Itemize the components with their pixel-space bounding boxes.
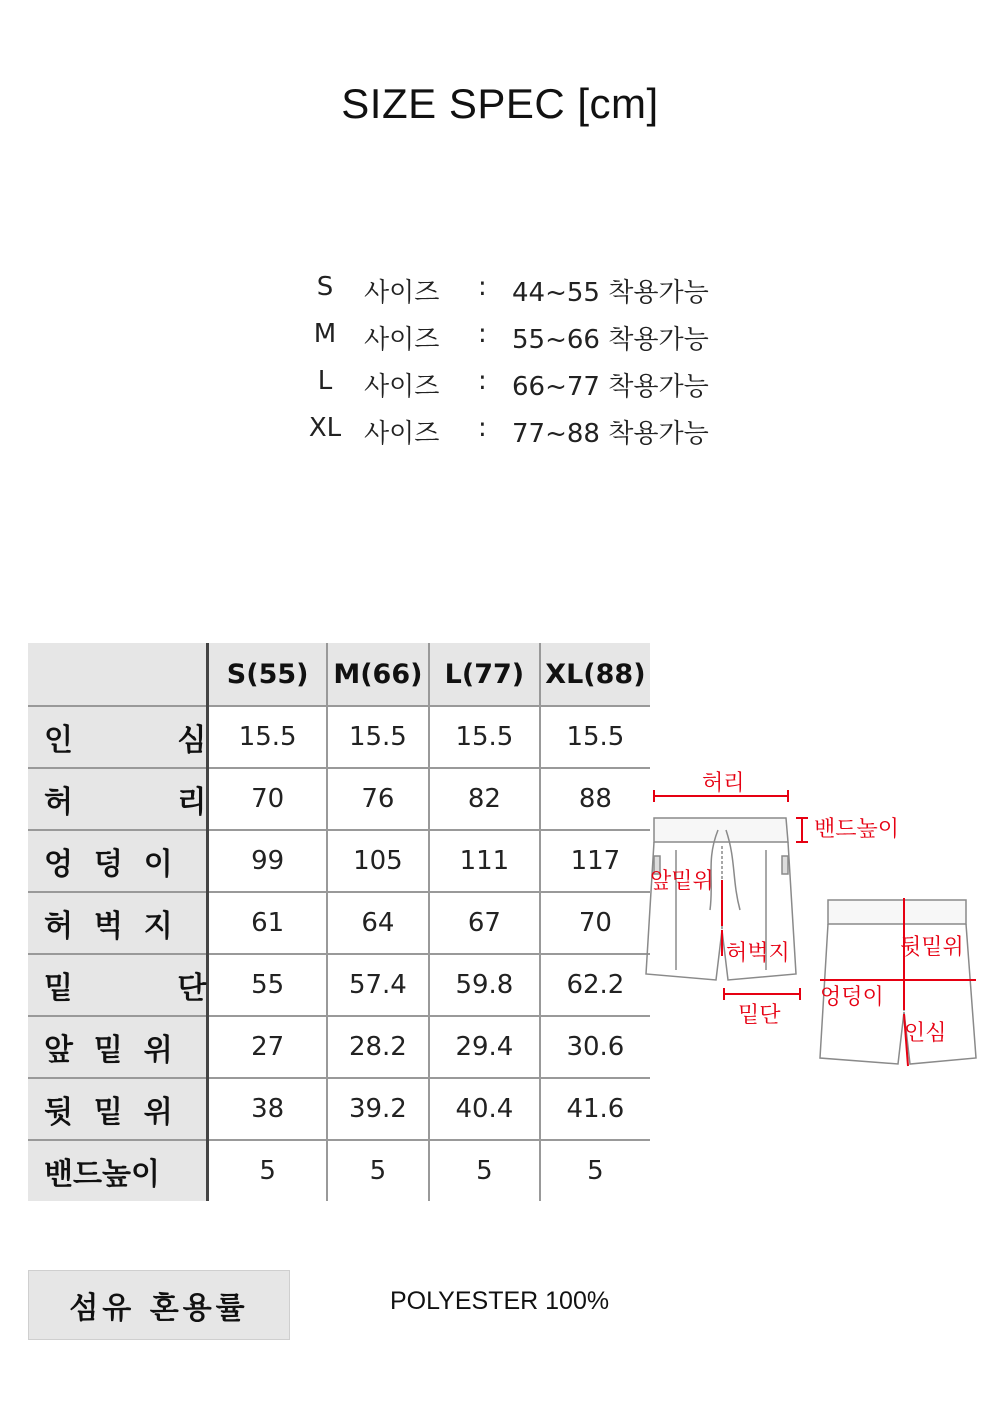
- row-header: 엉 덩 이: [28, 830, 208, 892]
- fit-range: 44~55 착용가능: [512, 278, 709, 308]
- table-cell: 70: [208, 768, 327, 830]
- table-cell: 39.2: [327, 1078, 429, 1140]
- row-header: 밴드높이: [28, 1140, 208, 1201]
- fit-colon: :: [478, 366, 487, 396]
- table-cell: 15.5: [327, 706, 429, 768]
- table-cell: 76: [327, 768, 429, 830]
- fit-size: S: [316, 272, 334, 302]
- table-cell: 111: [429, 830, 540, 892]
- table-cell: 30.6: [540, 1016, 650, 1078]
- table-row: [28, 830, 650, 892]
- table-cell: 88: [540, 768, 650, 830]
- table-cell: 41.6: [540, 1078, 650, 1140]
- table-cell: 5: [587, 1156, 604, 1186]
- table-cell: 59.8: [429, 954, 540, 1016]
- table-row: [28, 706, 650, 768]
- row-header: 앞 밑 위: [28, 1016, 208, 1078]
- table-row: [28, 768, 650, 830]
- table-cell: 61: [208, 892, 327, 954]
- fiber-composition-label: 섬유 혼용률: [28, 1270, 290, 1340]
- row-header: 뒷 밑 위: [28, 1078, 208, 1140]
- table-cell: 82: [429, 768, 540, 830]
- label-band-height: 밴드높이: [814, 817, 900, 842]
- fit-label: 사이즈: [364, 325, 440, 355]
- table-cell: 57.4: [327, 954, 429, 1016]
- label-hem: 밑단: [738, 1003, 781, 1028]
- table-row: [28, 892, 650, 954]
- fit-label: 사이즈: [364, 419, 440, 449]
- table-cell: 55: [208, 954, 327, 1016]
- label-back-rise: 뒷밑위: [900, 935, 964, 960]
- fit-colon: :: [478, 413, 487, 443]
- label-waist: 허리: [702, 771, 745, 796]
- table-cell: 5: [327, 1140, 429, 1201]
- row-header: 허 벅 지: [28, 892, 208, 954]
- table-row: [28, 954, 650, 1016]
- label-inseam: 인심: [904, 1021, 947, 1046]
- table-cell: 105: [327, 830, 429, 892]
- back-shorts-illustration: [820, 900, 976, 1064]
- measurement-diagram: [636, 760, 986, 1080]
- row-header: 인 심: [28, 706, 208, 768]
- fit-size: XL: [308, 413, 342, 443]
- table-cell: 29.4: [429, 1016, 540, 1078]
- fit-label: 사이즈: [364, 278, 440, 308]
- table-row: [28, 1078, 650, 1140]
- table-cell: 67: [429, 892, 540, 954]
- fiber-composition-value: POLYESTER 100%: [390, 1287, 610, 1315]
- column-header-s: S(55): [208, 643, 327, 706]
- table-cell: 62.2: [540, 954, 650, 1016]
- table-cell: 38: [208, 1078, 327, 1140]
- table-corner-cell: [28, 643, 208, 706]
- fit-colon: :: [478, 272, 487, 302]
- fit-size: M: [313, 319, 337, 349]
- table-cell: 15.5: [208, 706, 327, 768]
- row-header: 허 리: [28, 768, 208, 830]
- fit-size: L: [317, 366, 333, 396]
- table-cell: 70: [540, 892, 650, 954]
- table-header-row: [28, 643, 650, 706]
- label-thigh: 허벅지: [726, 941, 790, 966]
- table-cell: 28.2: [327, 1016, 429, 1078]
- table-cell: 15.5: [429, 706, 540, 768]
- fit-range: 66~77 착용가능: [512, 372, 709, 402]
- fit-range: 77~88 착용가능: [512, 419, 709, 449]
- label-hip: 엉덩이: [820, 985, 884, 1010]
- table-cell: 5: [208, 1140, 327, 1201]
- label-front-rise: 앞밑위: [650, 869, 714, 894]
- column-header-m: M(66): [327, 643, 429, 706]
- table-cell: 15.5: [540, 706, 650, 768]
- fit-range: 55~66 착용가능: [512, 325, 709, 355]
- table-cell: 64: [327, 892, 429, 954]
- table-cell: 27: [208, 1016, 327, 1078]
- table-cell: 40.4: [429, 1078, 540, 1140]
- table-cell: 117: [540, 830, 650, 892]
- size-spec-table: [28, 643, 650, 1201]
- column-header-l: L(77): [429, 643, 540, 706]
- fit-label: 사이즈: [364, 372, 440, 402]
- table-cell: 5: [429, 1140, 540, 1201]
- row-header: 밑 단: [28, 954, 208, 1016]
- table-cell: 99: [208, 830, 327, 892]
- page-title: SIZE SPEC [cm]: [341, 80, 659, 127]
- column-header-xl: XL(88): [540, 643, 650, 706]
- table-row: [28, 1140, 650, 1201]
- fit-colon: :: [478, 319, 487, 349]
- table-row: [28, 1016, 650, 1078]
